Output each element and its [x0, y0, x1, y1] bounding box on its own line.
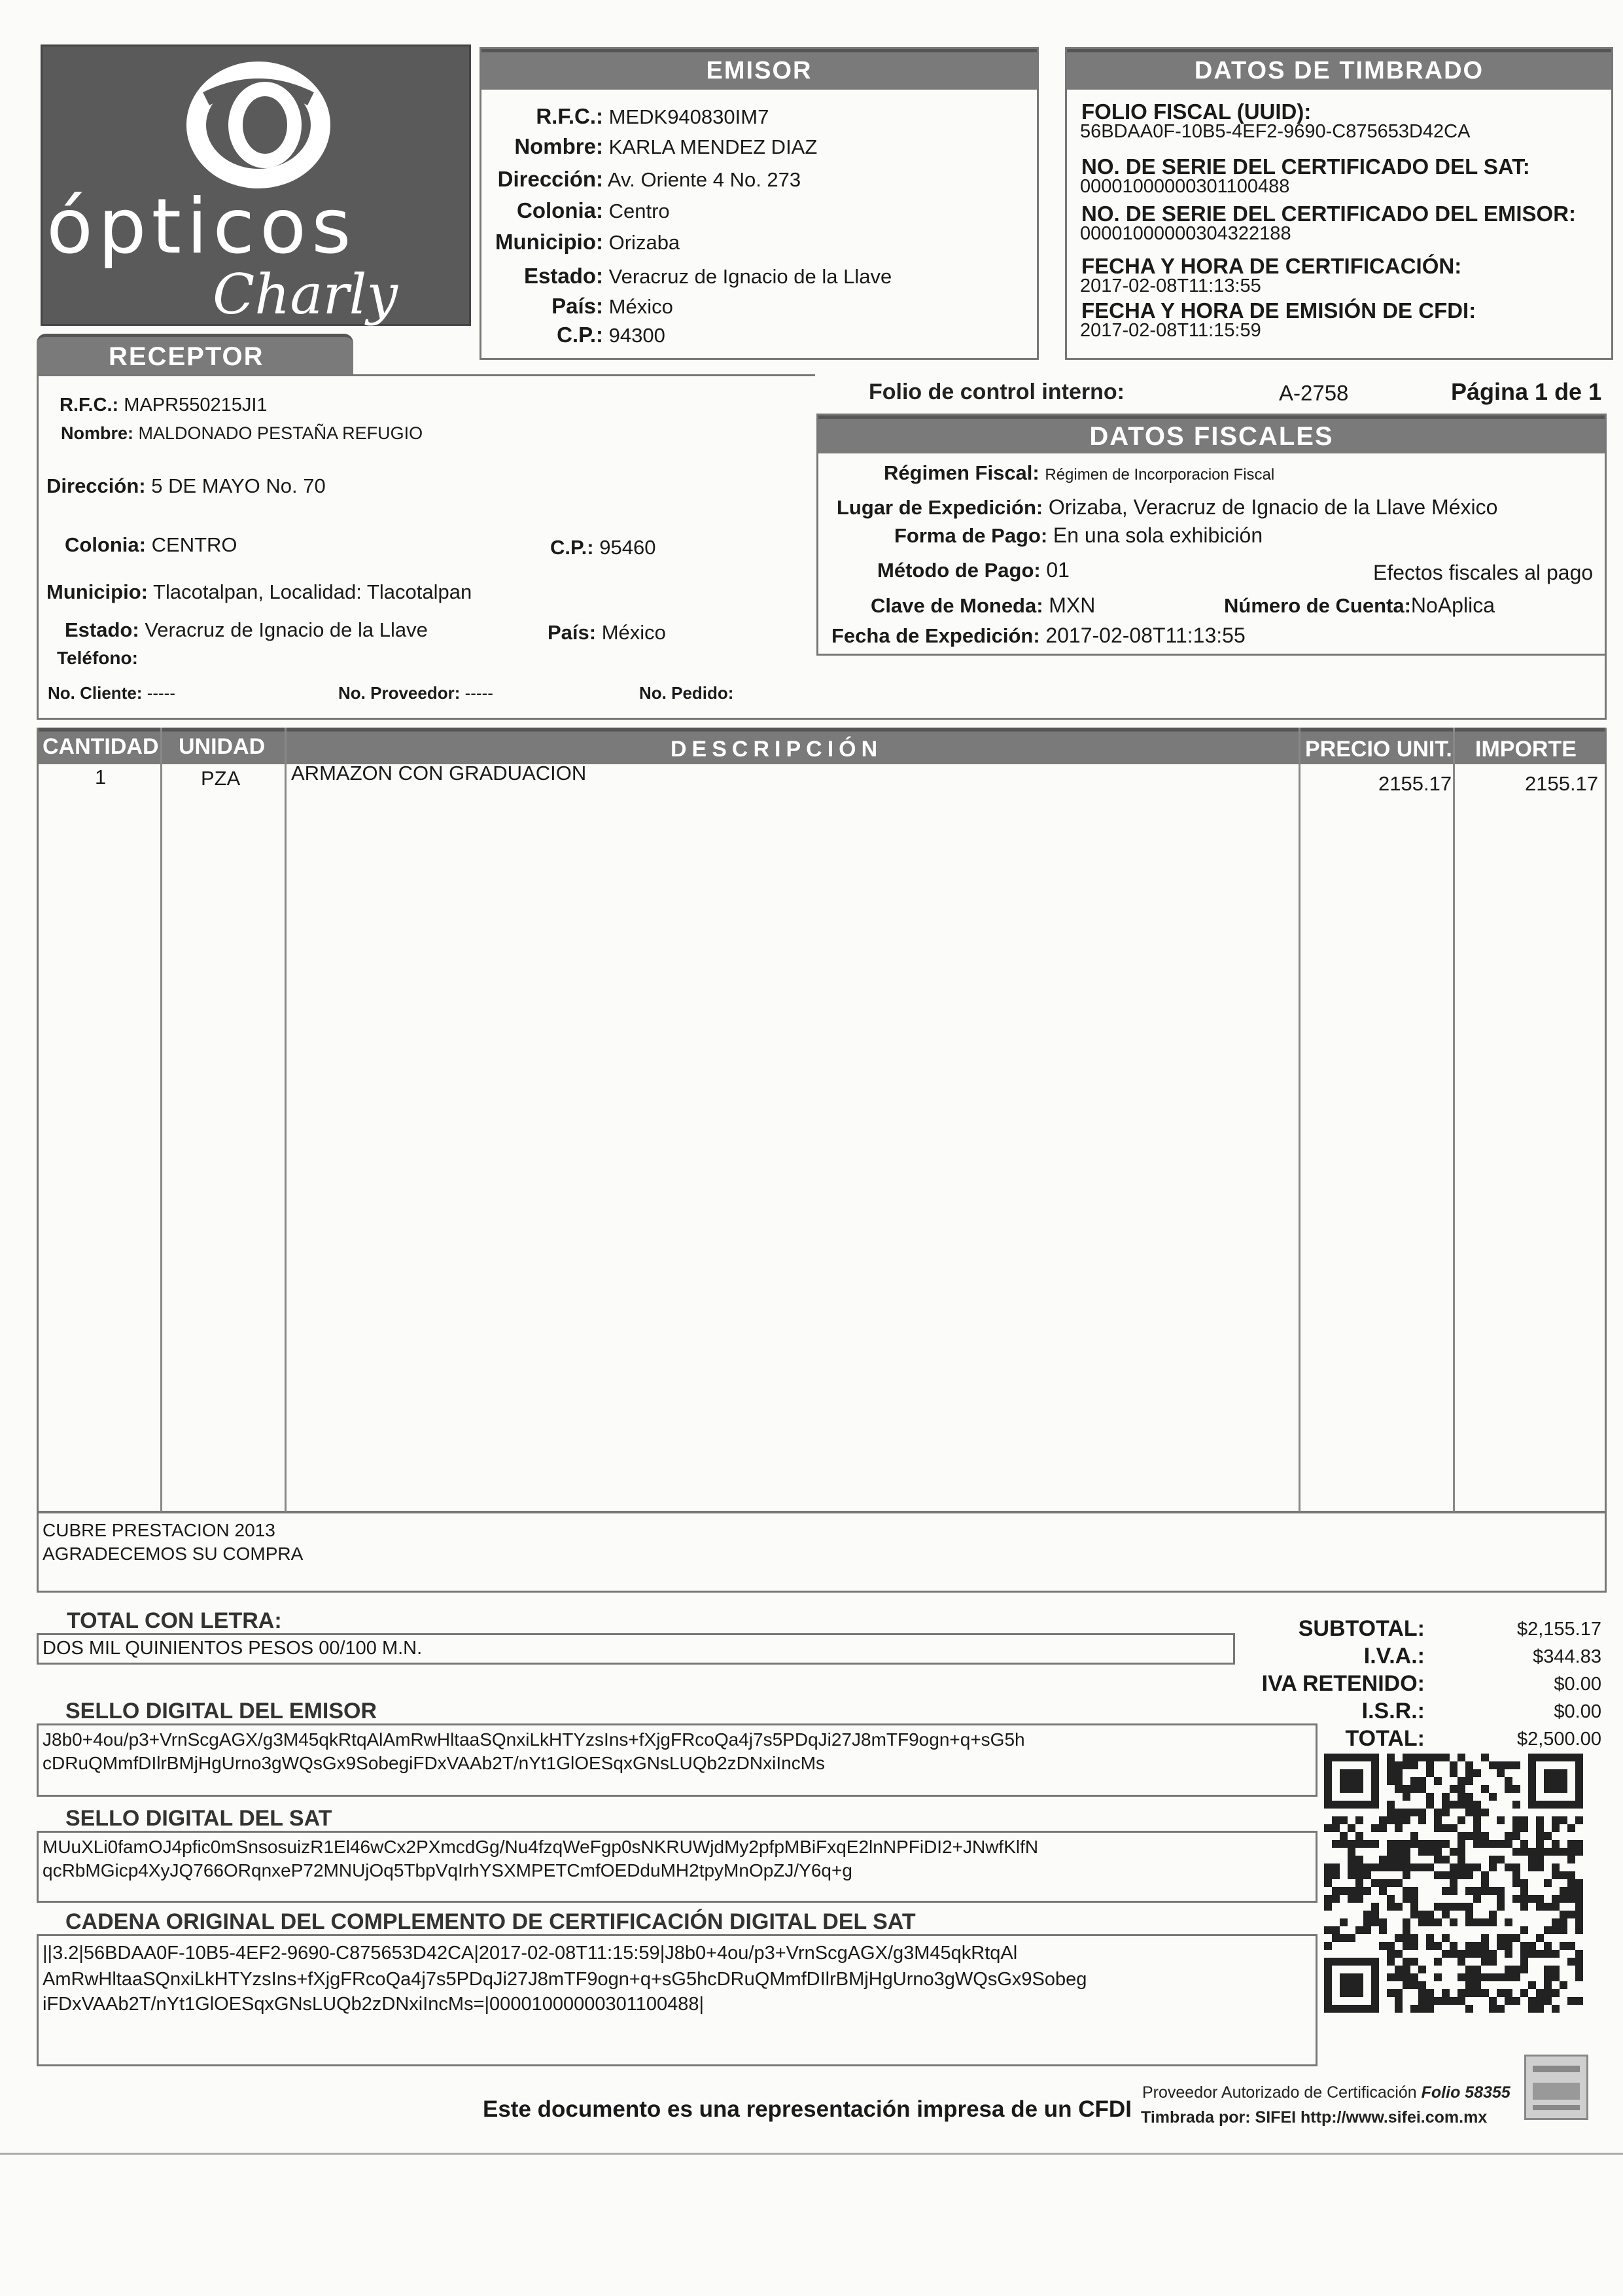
cadena-line: AmRwHltaaSQnxiLkHTYzsIns+fXjgFRcoQa4j7s5PDqJi27J8mTF9ogn+q+sG5hcDRuQMmfDIlrBMjHgUrno3gWQsGx9Sobeg: [43, 1969, 1087, 1990]
sello-sat-label: SELLO DIGITAL DEL SAT: [65, 1806, 332, 1831]
emisor-field-value: KARLA MENDEZ DIAZ: [608, 135, 818, 158]
emisor-field: [481, 264, 1038, 289]
note-line: AGRADECEMOS SU COMPRA: [43, 1544, 304, 1564]
col-divider: [160, 728, 162, 1513]
proveedor-label: No. Proveedor:: [338, 683, 461, 703]
cliente-label: No. Cliente:: [48, 683, 143, 703]
totals-value: $2,500.00: [1516, 1729, 1601, 1750]
timbrado-title: DATOS DE TIMBRADO: [1067, 49, 1611, 90]
receptor-municipio: Tlacotalpan, Localidad: Tlacotalpan: [153, 580, 472, 603]
receptor-cliente: -----: [147, 683, 175, 703]
emisor-field: [481, 323, 1038, 347]
emisor-field-label: Municipio:: [495, 230, 603, 254]
row-cantidad: 1: [95, 766, 107, 788]
emisor-field-value: 94300: [608, 324, 665, 347]
emisor-field-label: C.P.:: [557, 323, 603, 347]
fiscales-lugar: Orizaba, Veracruz de Ignacio de la Llave México: [1048, 495, 1498, 519]
pais-label: País:: [548, 621, 597, 644]
receptor-direccion: 5 DE MAYO No. 70: [151, 474, 326, 497]
emisor-field-value: MEDK940830IM7: [608, 105, 769, 128]
efectos-text: Efectos fiscales al pago: [1373, 561, 1594, 584]
emisor-field-label: Estado:: [523, 264, 603, 288]
receptor-tab: [37, 334, 353, 374]
lugar-label: Lugar de Expedición:: [837, 496, 1043, 519]
logo-mark-icon: [160, 60, 357, 190]
pac-provider-label: Proveedor Autorizado de Certificación: [1142, 2083, 1417, 2102]
row-unidad: PZA: [201, 767, 241, 790]
cadena-label: CADENA ORIGINAL DEL COMPLEMENTO DE CERTIFICACIÓN DIGITAL DEL SAT: [65, 1909, 916, 1934]
header-descripcion: DESCRIPCIÓN: [671, 737, 883, 762]
header-importe: IMPORTE: [1475, 737, 1577, 762]
emisor-section: [480, 47, 1039, 360]
timbrado-field-value: 00001000000301100488: [1080, 176, 1290, 197]
fiscales-regimen: Régimen de Incorporacion Fiscal: [1045, 466, 1275, 484]
col-divider: [1453, 728, 1455, 1513]
fiscales-cuenta: NoAplica: [1410, 593, 1495, 617]
receptor-cp: 95460: [599, 536, 656, 559]
receptor-rfc: MAPR550215JI1: [124, 395, 268, 415]
pedido-label: No. Pedido:: [639, 683, 734, 703]
totals-label: SUBTOTAL:: [1298, 1616, 1425, 1641]
totals-value: $2,155.17: [1516, 1619, 1601, 1640]
regimen-label: Régimen Fiscal:: [884, 461, 1039, 484]
timbrado-field-label: FECHA Y HORA DE EMISIÓN DE CFDI:: [1081, 298, 1476, 323]
cadena-box: [37, 1934, 1318, 2066]
emisor-field: [481, 167, 1038, 192]
header-cantidad: CANTIDAD: [43, 734, 159, 759]
emisor-field-label: Nombre:: [514, 134, 603, 158]
row-precio: 2155.17: [1378, 772, 1452, 795]
emisor-field-value: Orizaba: [608, 231, 680, 254]
total-letra-label: TOTAL CON LETRA:: [67, 1608, 282, 1633]
emisor-field: [481, 294, 1038, 319]
emisor-field: [481, 134, 1038, 159]
receptor-estado: Veracruz de Ignacio de la Llave: [145, 618, 428, 641]
receptor-proveedor: -----: [464, 683, 493, 703]
cfdi-representation-note: Este documento es una representación impresa de un CFDI: [483, 2096, 1132, 2122]
logo-script-text: Charly: [213, 262, 398, 327]
row-importe: 2155.17: [1525, 772, 1599, 795]
forma-label: Forma de Pago:: [894, 524, 1048, 547]
emisor-field-label: Dirección:: [497, 167, 603, 191]
col-divider: [1299, 728, 1300, 1513]
items-table: [37, 728, 1607, 1513]
sello-sat-line: MUuXLi0famOJ4pfic0mSnsosuizR1El46wCx2PXmcdGg/Nu4fzqWeFgp0sNKRUWjdMy2pfpMBiFxqE2lnNPFiDI2+JNwfKlfN: [43, 1837, 1039, 1857]
colonia-label: Colonia:: [65, 533, 146, 556]
emisor-field-label: R.F.C.:: [536, 104, 603, 128]
cuenta-label: Número de Cuenta:: [1224, 594, 1411, 617]
notes-box: [37, 1511, 1607, 1593]
totals-label: TOTAL:: [1345, 1726, 1425, 1751]
rfc-label: R.F.C.:: [60, 395, 119, 415]
totals-label: IVA RETENIDO:: [1261, 1671, 1425, 1696]
nombre-label: Nombre:: [61, 423, 134, 443]
receptor-pais: México: [601, 621, 666, 644]
cp-label: C.P.:: [550, 536, 594, 559]
emisor-field-value: México: [608, 295, 673, 318]
sello-emisor-box: [37, 1723, 1318, 1797]
totals-value: $0.00: [1554, 1674, 1601, 1695]
fiscales-forma: En una sola exhibición: [1053, 523, 1263, 547]
cadena-line: iFDxVAAb2T/nYt1GlOESqxGNsLUQb2zDNxiIncMs=|00001000000301100488|: [43, 1994, 705, 2015]
fiscales-moneda: MXN: [1049, 593, 1096, 617]
sifei-seal-icon: [1524, 2055, 1588, 2120]
fecha-label: Fecha de Expedición:: [831, 624, 1040, 647]
timbrado-field-label: FOLIO FISCAL (UUID):: [1081, 99, 1312, 124]
sello-sat-line: qcRbMGicp4XyJQ766ORqnxeP72MNUjOq5TbpVqIrhYSXMPETCmfOEDduMH2tpyMnOpZJ/Y6q+g: [43, 1860, 852, 1881]
emisor-field-value: Veracruz de Ignacio de la Llave: [608, 265, 892, 288]
folio-value: A-2758: [1279, 381, 1349, 405]
timbrada-por: Timbrada por: SIFEI http://www.sifei.com.mx: [1141, 2108, 1488, 2127]
qr-code: [1324, 1754, 1604, 2014]
direccion-label: Dirección:: [46, 474, 146, 497]
timbrado-section: [1065, 47, 1613, 360]
timbrado-field-value: 00001000000304322188: [1080, 223, 1291, 244]
totals-value: $344.83: [1533, 1646, 1601, 1667]
row-descripcion: ARMAZON CON GRADUACION: [291, 762, 587, 785]
sello-emisor-label: SELLO DIGITAL DEL EMISOR: [65, 1699, 377, 1723]
emisor-field-label: Colonia:: [517, 198, 603, 222]
col-divider: [285, 728, 287, 1513]
receptor-section: [37, 374, 815, 654]
timbrado-field-label: NO. DE SERIE DEL CERTIFICADO DEL SAT:: [1081, 154, 1530, 179]
emisor-field: [481, 104, 1038, 129]
header-precio: PRECIO UNIT.: [1305, 737, 1452, 762]
receptor-nombre: MALDONADO PESTAÑA REFUGIO: [138, 423, 423, 443]
timbrado-field-value: 2017-02-08T11:13:55: [1080, 275, 1261, 296]
note-line: CUBRE PRESTACION 2013: [43, 1520, 275, 1540]
emisor-title: EMISOR: [481, 49, 1037, 90]
timbrado-field-value: 56BDAA0F-10B5-4EF2-9690-C875653D42CA: [1080, 121, 1471, 142]
total-letra-value: DOS MIL QUINIENTOS PESOS 00/100 M.N.: [43, 1638, 423, 1659]
folio-label: Folio de control interno:: [869, 380, 1125, 404]
sello-emisor-line: cDRuQMmfDIlrBMjHgUrno3gWQsGx9SobegiFDxVAAb2T/nYt1GlOESqxGNsLUQb2zDNxiIncMs: [43, 1753, 826, 1773]
emisor-field-value: Av. Oriente 4 No. 273: [607, 168, 801, 191]
fiscales-metodo: 01: [1046, 558, 1070, 582]
timbrado-field-value: 2017-02-08T11:15:59: [1080, 320, 1261, 341]
metodo-label: Método de Pago:: [877, 559, 1041, 582]
fiscales-fecha: 2017-02-08T11:13:55: [1045, 624, 1246, 647]
totals-value: $0.00: [1554, 1701, 1601, 1722]
company-logo: [41, 44, 471, 326]
fiscales-section: [816, 414, 1607, 656]
emisor-field-value: Centro: [608, 200, 670, 222]
telefono-label: Teléfono:: [57, 648, 138, 668]
page-bottom-rule: [0, 2153, 1623, 2155]
receptor-title: RECEPTOR: [109, 342, 264, 371]
logo-brand-text: ópticos: [46, 183, 357, 271]
totals-label: I.V.A.:: [1363, 1644, 1425, 1669]
municipio-label: Municipio:: [46, 580, 148, 603]
header-unidad: UNIDAD: [179, 734, 266, 759]
receptor-colonia: CENTRO: [151, 533, 237, 556]
estado-label: Estado:: [65, 618, 139, 641]
sello-sat-box: [37, 1831, 1318, 1903]
emisor-field: [481, 198, 1038, 223]
moneda-label: Clave de Moneda:: [871, 594, 1043, 617]
emisor-field-label: País:: [551, 294, 603, 318]
pagina-indicator: Página 1 de 1: [1451, 378, 1602, 405]
pac-folio: Folio 58355: [1421, 2083, 1510, 2102]
sello-emisor-line: J8b0+4ou/p3+VrnScgAGX/g3M45qkRtqAlAmRwHltaaSQnxiLkHTYzsIns+fXjgFRcoQa4j7s5PDqJi27J8mTF9ogn+q+sG5h: [43, 1729, 1025, 1750]
totals-label: I.S.R.:: [1361, 1699, 1425, 1723]
fiscales-title: DATOS FISCALES: [818, 415, 1605, 453]
timbrado-field-label: FECHA Y HORA DE CERTIFICACIÓN:: [1081, 254, 1462, 278]
cadena-line: ||3.2|56BDAA0F-10B5-4EF2-9690-C875653D42CA|2017-02-08T11:15:59|J8b0+4ou/p3+VrnScgAGX/g3M45qkRtqAl: [43, 1943, 1018, 1964]
total-letra-box: [37, 1633, 1235, 1665]
timbrado-field-label: NO. DE SERIE DEL CERTIFICADO DEL EMISOR:: [1081, 202, 1577, 226]
emisor-field: [481, 230, 1038, 255]
